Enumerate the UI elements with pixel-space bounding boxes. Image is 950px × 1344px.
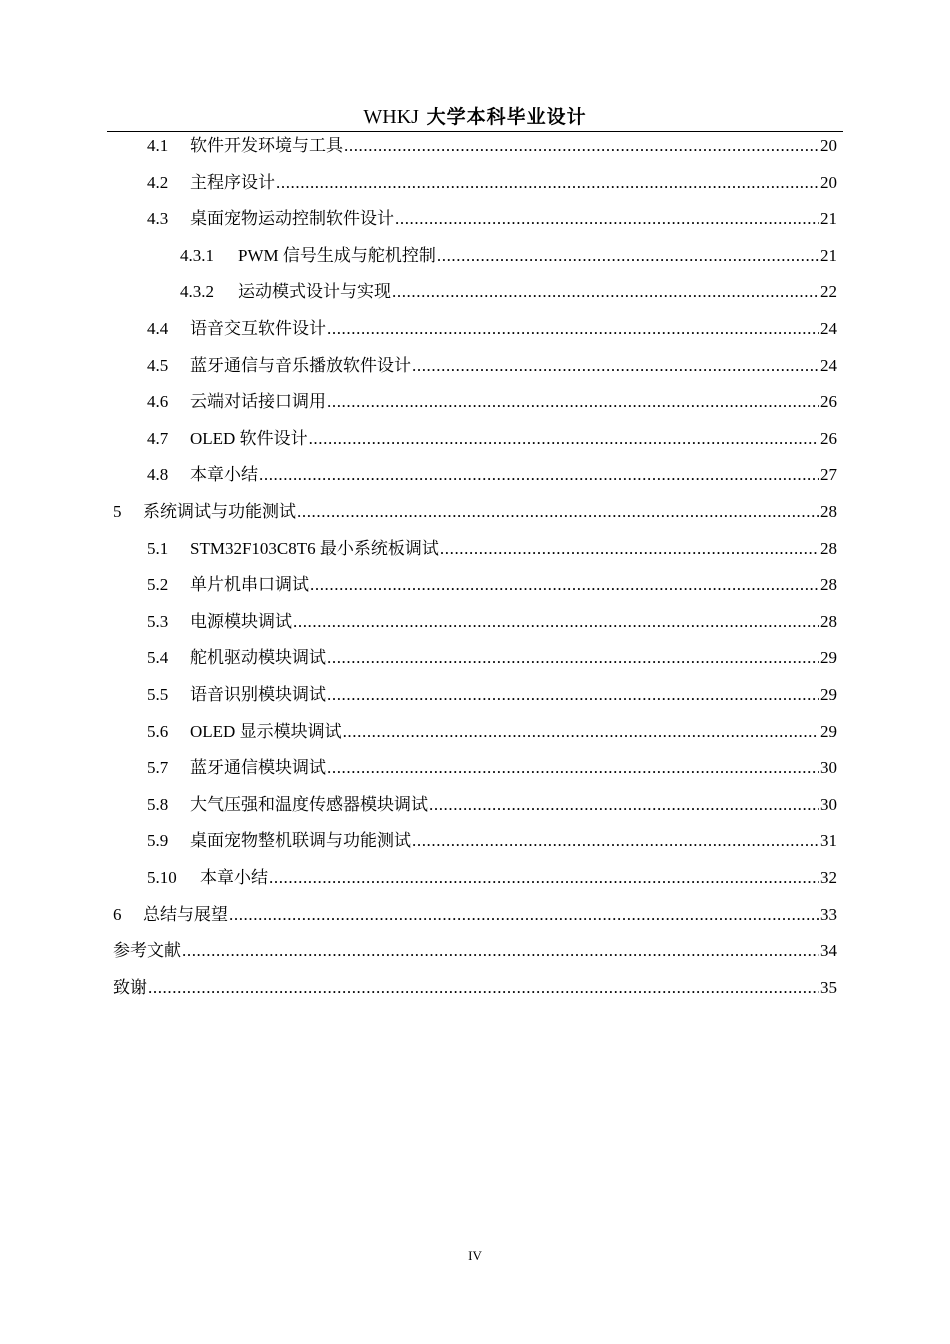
toc-entry-number: 6 bbox=[113, 904, 122, 924]
toc-entry[interactable] bbox=[147, 677, 837, 713]
toc-entry-number: 5 bbox=[113, 502, 122, 521]
toc-entry-title: STM32F103C8T6 最小系统板调试 bbox=[190, 538, 439, 558]
toc-dot-leader bbox=[297, 502, 819, 522]
toc-dot-leader bbox=[429, 795, 819, 815]
toc-entry-title: 单片机串口调试 bbox=[190, 575, 309, 595]
toc-entry-page: 26 bbox=[820, 392, 837, 412]
toc-dot-leader bbox=[182, 941, 819, 961]
toc-entry-title: 系统调试与功能测试 bbox=[143, 502, 296, 521]
toc-entry-page: 28 bbox=[820, 611, 837, 631]
toc-dot-leader bbox=[327, 648, 819, 668]
toc-entry-number: 4.1 bbox=[147, 136, 169, 155]
toc-entry-title: 本章小结 bbox=[190, 465, 258, 485]
toc-entry-number: 5.6 bbox=[147, 721, 169, 741]
toc-entry-page: 27 bbox=[820, 465, 837, 485]
toc-entry-page: 28 bbox=[820, 538, 837, 558]
toc-entry[interactable] bbox=[147, 201, 837, 237]
toc-entry-title: 软件开发环境与工具 bbox=[190, 136, 343, 155]
toc-entry-page: 20 bbox=[820, 136, 837, 155]
toc-entry-title: 本章小结 bbox=[200, 868, 268, 887]
toc-entry-number: 5.10 bbox=[147, 868, 177, 887]
toc-dot-leader bbox=[437, 246, 819, 266]
toc-entry-title: 语音交互软件设计 bbox=[190, 319, 326, 338]
toc-dot-leader bbox=[395, 209, 819, 229]
header-title: 大学本科毕业设计 bbox=[426, 106, 587, 128]
toc-entry-title: 桌面宠物运动控制软件设计 bbox=[190, 209, 394, 229]
page-number: IV bbox=[468, 1248, 482, 1263]
toc-dot-leader bbox=[440, 539, 819, 559]
toc-entry-number: 4.3.2 bbox=[180, 282, 214, 302]
toc-dot-leader bbox=[148, 978, 819, 998]
toc-entry-number: 5.5 bbox=[147, 685, 169, 704]
toc-dot-leader bbox=[327, 685, 819, 705]
toc-entry-title: 桌面宠物整机联调与功能测试 bbox=[190, 831, 411, 851]
toc-entry[interactable] bbox=[147, 165, 837, 201]
toc-entry-number: 5.2 bbox=[147, 575, 169, 595]
toc-entry-page: 21 bbox=[820, 209, 837, 229]
toc-entry-number: 4.4 bbox=[147, 319, 169, 338]
toc-entry-page: 24 bbox=[820, 319, 837, 338]
toc-dot-leader bbox=[412, 831, 819, 851]
toc-entry[interactable] bbox=[147, 128, 837, 164]
toc-entry-title: PWM 信号生成与舵机控制 bbox=[238, 245, 436, 265]
toc-entry-number: 5.1 bbox=[147, 538, 169, 558]
toc-entry-title: 参考文献 bbox=[113, 941, 181, 961]
toc-entry[interactable] bbox=[147, 311, 837, 347]
toc-entry-page: 20 bbox=[820, 172, 837, 192]
toc-entry-number: 5.8 bbox=[147, 794, 169, 814]
toc-entry[interactable] bbox=[113, 933, 837, 969]
toc-entry-title: 云端对话接口调用 bbox=[190, 392, 326, 412]
toc-entry-title: 电源模块调试 bbox=[190, 611, 292, 631]
toc-dot-leader bbox=[327, 392, 819, 412]
toc-entry[interactable] bbox=[113, 970, 837, 1006]
toc-dot-leader bbox=[269, 868, 819, 888]
toc-entry-title: 大气压强和温度传感器模块调试 bbox=[190, 794, 428, 814]
toc-entry-title: 舵机驱动模块调试 bbox=[190, 648, 326, 668]
toc-entry[interactable] bbox=[147, 567, 837, 603]
toc-entry[interactable] bbox=[147, 860, 837, 896]
toc-entry[interactable] bbox=[147, 531, 837, 567]
toc-entry-title: 蓝牙通信模块调试 bbox=[190, 758, 326, 778]
toc-entry-page: 22 bbox=[820, 282, 837, 302]
toc-entry-number: 4.6 bbox=[147, 392, 169, 412]
toc-entry-number: 4.5 bbox=[147, 355, 169, 375]
toc-entry[interactable] bbox=[147, 604, 837, 640]
toc-entry-number: 4.3.1 bbox=[180, 245, 214, 265]
toc-dot-leader bbox=[344, 136, 819, 156]
toc-entry-number: 4.7 bbox=[147, 428, 169, 448]
toc-entry[interactable] bbox=[147, 384, 837, 420]
toc-entry-page: 30 bbox=[820, 758, 837, 778]
toc-entry-page: 34 bbox=[820, 941, 837, 961]
toc-entry-title: OLED 显示模块调试 bbox=[190, 721, 342, 741]
toc-entry[interactable] bbox=[147, 457, 837, 493]
toc-entry-page: 35 bbox=[820, 977, 837, 997]
toc-entry[interactable] bbox=[147, 787, 837, 823]
toc-entry-number: 5.9 bbox=[147, 831, 169, 851]
toc-entry[interactable] bbox=[147, 348, 837, 384]
toc-entry[interactable] bbox=[113, 494, 837, 530]
toc-entry-number: 4.8 bbox=[147, 465, 169, 485]
toc-entry-page: 24 bbox=[820, 355, 837, 375]
toc-dot-leader bbox=[259, 465, 819, 485]
toc-entry[interactable] bbox=[147, 640, 837, 676]
toc-entry-title: 总结与展望 bbox=[143, 904, 228, 924]
page-header bbox=[107, 104, 843, 130]
toc-entry-page: 28 bbox=[820, 575, 837, 595]
toc-entry[interactable] bbox=[147, 421, 837, 457]
toc-entry-page: 29 bbox=[820, 648, 837, 668]
toc-entry[interactable] bbox=[147, 750, 837, 786]
toc-dot-leader bbox=[343, 722, 819, 742]
toc-entry-page: 33 bbox=[820, 904, 837, 924]
toc-entry-number: 4.3 bbox=[147, 209, 169, 229]
toc-entry[interactable] bbox=[180, 274, 837, 310]
toc-entry-title: 蓝牙通信与音乐播放软件设计 bbox=[190, 355, 411, 375]
toc-dot-leader bbox=[412, 356, 819, 376]
toc-dot-leader bbox=[276, 173, 819, 193]
toc-entry[interactable] bbox=[113, 897, 837, 933]
toc-entry-title: 主程序设计 bbox=[190, 172, 275, 192]
toc-dot-leader bbox=[392, 282, 819, 302]
toc-entry-page: 26 bbox=[820, 428, 837, 448]
toc-dot-leader bbox=[293, 612, 819, 632]
toc-entry[interactable] bbox=[147, 714, 837, 750]
toc-dot-leader bbox=[327, 758, 819, 778]
toc-entry-number: 4.2 bbox=[147, 172, 169, 192]
toc-dot-leader bbox=[309, 429, 819, 449]
toc-dot-leader bbox=[310, 575, 819, 595]
toc-entry-page: 28 bbox=[820, 502, 837, 521]
toc-entry-page: 32 bbox=[820, 868, 837, 887]
toc-entry-page: 21 bbox=[820, 245, 837, 265]
toc-entry-title: 语音识别模块调试 bbox=[190, 685, 326, 704]
toc-dot-leader bbox=[229, 905, 819, 925]
header-school-abbrev: WHKJ bbox=[363, 106, 419, 128]
toc-entry-number: 5.3 bbox=[147, 611, 169, 631]
toc-entry-title: OLED 软件设计 bbox=[190, 428, 308, 448]
toc-entry-number: 5.4 bbox=[147, 648, 169, 668]
toc-entry[interactable] bbox=[180, 238, 837, 274]
toc-entry-page: 31 bbox=[820, 831, 837, 851]
toc-entry-title: 致谢 bbox=[113, 977, 147, 997]
toc-entry-page: 29 bbox=[820, 721, 837, 741]
toc-entry-title: 运动模式设计与实现 bbox=[238, 282, 391, 302]
toc-entry[interactable] bbox=[147, 823, 837, 859]
toc-entry-page: 30 bbox=[820, 794, 837, 814]
toc-entry-number: 5.7 bbox=[147, 758, 169, 778]
toc-dot-leader bbox=[327, 319, 819, 339]
toc-entry-page: 29 bbox=[820, 685, 837, 704]
